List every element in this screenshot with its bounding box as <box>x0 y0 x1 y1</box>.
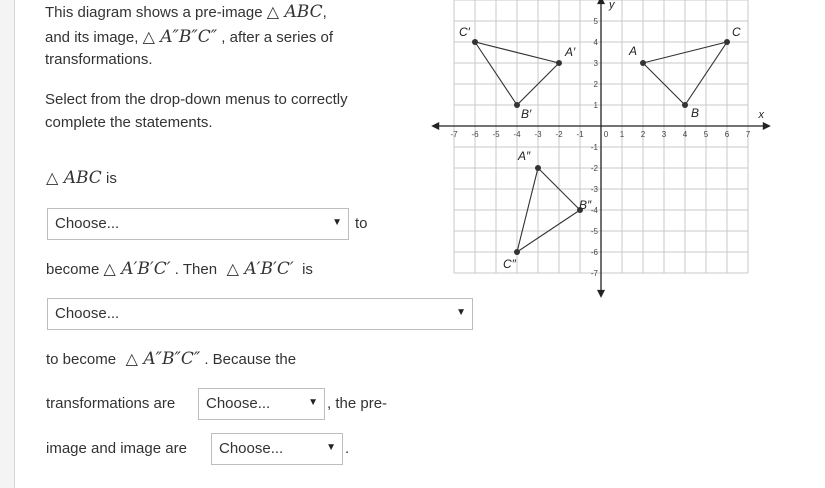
vertex-label: B″ <box>579 198 592 212</box>
x-tick-label: -5 <box>492 130 500 139</box>
vertex-label: B <box>691 106 700 120</box>
vertex-label: A′ <box>565 45 576 59</box>
y-axis-label: y <box>609 0 615 11</box>
x-tick-label: 4 <box>682 130 688 139</box>
y-tick-label: -4 <box>590 206 598 215</box>
chevron-down-icon: ▼ <box>326 442 336 453</box>
y-tick-label: -3 <box>590 185 598 194</box>
chevron-down-icon: ▼ <box>332 217 342 228</box>
x-tick-label: 7 <box>745 130 751 139</box>
triangle-a2-math: △ A″B″C″ <box>142 27 218 47</box>
vertex-point <box>682 102 688 108</box>
vertex-label: C″ <box>503 257 516 271</box>
triangle-a1-math-2: △ A′B′C′ <box>226 259 294 279</box>
y-tick-label: 5 <box>593 17 598 26</box>
x-tick-label: 2 <box>640 130 646 139</box>
x-tick-label: -7 <box>450 130 458 139</box>
x-tick-label: 3 <box>661 130 667 139</box>
statement-image-and-image-are: image and image are <box>46 440 187 457</box>
dropdown-relationship[interactable]: Choose... ▼ <box>211 433 343 465</box>
intro-line-1: This diagram shows a pre-image △ ABC, <box>45 2 327 22</box>
x-axis-arrow-right <box>763 122 771 130</box>
vertex-label: C′ <box>459 25 470 39</box>
y-axis-arrow-up <box>597 0 605 4</box>
triangles <box>459 25 741 271</box>
y-tick-label: -5 <box>590 227 598 236</box>
x-axis-arrow-left <box>431 122 439 130</box>
dropdown-transformation-2[interactable]: Choose... ▼ <box>47 298 473 330</box>
vertex-label: A <box>629 44 638 58</box>
statement-line-1: △ ABC is <box>46 168 117 188</box>
y-tick-label: -2 <box>590 164 598 173</box>
vertex-point <box>556 60 562 66</box>
x-tick-label: -3 <box>534 130 542 139</box>
x-tick-label: 0 <box>603 130 609 139</box>
x-tick-label: 1 <box>619 130 625 139</box>
chevron-down-icon: ▼ <box>456 307 466 318</box>
triangle-a1-math: △ A′B′C′ <box>103 259 171 279</box>
chevron-down-icon: ▼ <box>308 397 318 408</box>
y-tick-label: -6 <box>590 248 598 257</box>
y-tick-label: -7 <box>590 269 598 278</box>
y-tick-label: 2 <box>593 80 598 89</box>
coordinate-graph <box>430 0 780 300</box>
x-tick-label: -2 <box>555 130 563 139</box>
vertex-point <box>514 249 520 255</box>
statement-the-pre: , the pre- <box>327 395 388 412</box>
vertex-point <box>514 102 520 108</box>
x-tick-label: 6 <box>724 130 730 139</box>
x-axis-label: x <box>758 109 764 121</box>
statement-to: to <box>355 215 368 232</box>
y-tick-label: 4 <box>593 38 598 47</box>
vertex-point <box>724 39 730 45</box>
y-tick-label: -1 <box>590 143 598 152</box>
y-tick-label: 1 <box>593 101 598 110</box>
vertex-label: C <box>732 25 741 39</box>
x-tick-label: 5 <box>703 130 709 139</box>
axes <box>431 0 771 298</box>
x-tick-label: -1 <box>576 130 584 139</box>
intro-line-3: transformations. <box>45 51 153 68</box>
instructions-line-1: Select from the drop-down menus to correctly <box>45 91 348 108</box>
statement-line-5: to become △ A″B″C″ . Because the <box>46 349 297 369</box>
statement-period: . <box>345 440 350 457</box>
triangle-abc-math-2: △ ABC <box>46 168 102 188</box>
y-axis-arrow-down <box>597 290 605 298</box>
vertex-point <box>535 165 541 171</box>
vertex-label: A″ <box>518 149 531 163</box>
vertex-label: B′ <box>521 107 532 121</box>
triangle-abc-math: △ ABC <box>266 2 323 22</box>
dropdown-property[interactable]: Choose... ▼ <box>198 388 325 420</box>
instructions-line-2: complete the statements. <box>45 114 213 131</box>
statement-line-3: become △ A′B′C′ . Then △ A′B′C′ is <box>46 259 313 279</box>
triangle-a2-math-2: △ A″B″C″ <box>125 349 201 369</box>
x-tick-label: -6 <box>471 130 479 139</box>
y-tick-label: 3 <box>593 59 598 68</box>
x-tick-label: -4 <box>513 130 521 139</box>
intro-line-2: and its image, △ A″B″C″ , after a series of <box>45 27 333 47</box>
dropdown-transformation-1[interactable]: Choose... ▼ <box>47 208 349 240</box>
vertex-point <box>640 60 646 66</box>
vertex-point <box>472 39 478 45</box>
statement-transformations-are: transformations are <box>46 395 176 412</box>
